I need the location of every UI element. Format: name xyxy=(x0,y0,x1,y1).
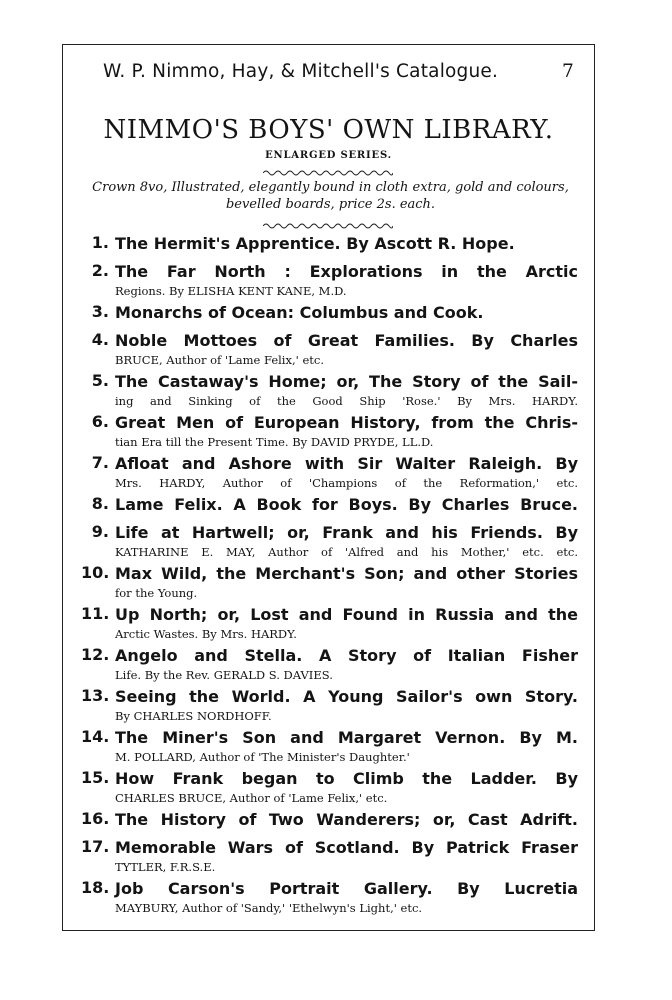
book-entry-13 xyxy=(81,686,578,727)
page-number: 7 xyxy=(562,61,574,82)
book-number: 4. xyxy=(91,330,109,349)
book-author: for the Young. xyxy=(115,586,198,600)
book-author: MAYBURY, Author of 'Sandy,' 'Ethelwyn's Light,' etc. xyxy=(115,901,423,915)
book-entry-5 xyxy=(81,371,578,412)
book-author: M. POLLARD, Author of 'The Minister's Daughter.' xyxy=(115,750,410,764)
book-entry-2 xyxy=(81,261,578,302)
book-author: By CHARLES NORDHOFF. xyxy=(115,709,272,723)
book-entry-6 xyxy=(81,412,578,453)
ornament-squiggle-top xyxy=(263,169,393,177)
book-entry-16 xyxy=(81,809,578,833)
book-entry-1 xyxy=(81,233,578,257)
book-entry-4 xyxy=(81,330,578,371)
book-title: How Frank began to Climb the Ladder. By xyxy=(115,769,578,788)
book-number: 14. xyxy=(81,727,110,746)
book-number: 17. xyxy=(81,837,110,856)
book-title: Job Carson's Portrait Gallery. By Lucretia xyxy=(115,879,578,898)
book-entry-3 xyxy=(81,302,578,326)
book-number: 5. xyxy=(91,371,109,390)
book-title: Monarchs of Ocean: Columbus and Cook. xyxy=(115,303,484,322)
book-title: Up North; or, Lost and Found in Russia and the xyxy=(115,605,578,624)
book-title: The Castaway's Home; or, The Story of the Sail- xyxy=(115,372,578,391)
catalogue-title: W. P. Nimmo, Hay, & Mitchell's Catalogue. xyxy=(103,61,499,82)
book-author: Regions. By ELISHA KENT KANE, M.D. xyxy=(115,284,347,298)
book-title: Max Wild, the Merchant's Son; and other Stories xyxy=(115,564,578,583)
book-number: 7. xyxy=(91,453,109,472)
book-author: Life. By the Rev. GERALD S. DAVIES. xyxy=(115,668,333,682)
library-description xyxy=(81,179,580,213)
book-author: TYTLER, F.R.S.E. xyxy=(115,860,216,874)
book-entry-8 xyxy=(81,494,578,518)
book-author: CHARLES BRUCE, Author of 'Lame Felix,' etc. xyxy=(115,791,388,805)
book-title: Angelo and Stella. A Story of Italian Fisher xyxy=(115,646,578,665)
book-title: Life at Hartwell; or, Frank and his Friends. By xyxy=(115,523,578,542)
book-title: The Far North : Explorations in the Arctic xyxy=(115,262,578,281)
book-title: The History of Two Wanderers; or, Cast Adrift. xyxy=(115,810,578,829)
book-title: Lame Felix. A Book for Boys. By Charles Bruce. xyxy=(115,495,578,514)
ornament-squiggle-bottom xyxy=(263,222,393,230)
book-number: 13. xyxy=(81,686,110,705)
book-number: 18. xyxy=(81,878,110,897)
book-entry-12 xyxy=(81,645,578,686)
book-author: tian Era till the Present Time. By DAVID PRYDE, LL.D. xyxy=(115,435,434,449)
description-line-2: bevelled boards, price 2s. each. xyxy=(225,197,436,212)
book-number: 2. xyxy=(91,261,109,280)
book-entry-18 xyxy=(81,878,578,919)
book-entry-7 xyxy=(81,453,578,494)
catalogue-page-frame xyxy=(62,44,595,931)
book-number: 8. xyxy=(91,494,109,513)
book-title: The Hermit's Apprentice. By Ascott R. Hope. xyxy=(115,234,515,253)
book-entry-17 xyxy=(81,837,578,878)
book-title: Great Men of European History, from the Chris- xyxy=(115,413,578,432)
book-author: KATHARINE E. MAY, Author of 'Alfred and his Mother,' etc. etc. xyxy=(115,545,578,559)
book-number: 6. xyxy=(91,412,109,431)
book-author: ing and Sinking of the Good Ship 'Rose.' By Mrs. HARDY. xyxy=(115,394,578,408)
book-author: BRUCE, Author of 'Lame Felix,' etc. xyxy=(115,353,324,367)
book-list xyxy=(81,233,578,919)
book-number: 12. xyxy=(81,645,110,664)
book-number: 9. xyxy=(91,522,109,541)
book-number: 1. xyxy=(91,233,109,252)
book-title: Memorable Wars of Scotland. By Patrick Fraser xyxy=(115,838,578,857)
library-title: NIMMO'S BOYS' OWN LIBRARY. xyxy=(103,115,554,145)
book-entry-10 xyxy=(81,563,578,604)
book-entry-11 xyxy=(81,604,578,645)
series-subtitle: ENLARGED SERIES. xyxy=(265,150,392,161)
book-title: The Miner's Son and Margaret Vernon. By M. xyxy=(115,728,578,747)
book-number: 15. xyxy=(81,768,110,787)
book-entry-9 xyxy=(81,522,578,563)
book-author: Mrs. HARDY, Author of 'Champions of the Reformation,' etc. xyxy=(115,476,578,490)
book-number: 10. xyxy=(81,563,110,582)
book-number: 11. xyxy=(81,604,110,623)
book-title: Afloat and Ashore with Sir Walter Raleigh. By xyxy=(115,454,578,473)
book-entry-14 xyxy=(81,727,578,768)
book-author: Arctic Wastes. By Mrs. HARDY. xyxy=(115,627,297,641)
description-line-1: Crown 8vo, Illustrated, elegantly bound in cloth extra, gold and colours, xyxy=(92,180,569,195)
book-number: 16. xyxy=(81,809,110,828)
book-title: Seeing the World. A Young Sailor's own Story. xyxy=(115,687,578,706)
book-entry-15 xyxy=(81,768,578,809)
book-title: Noble Mottoes of Great Families. By Charles xyxy=(115,331,578,350)
book-number: 3. xyxy=(91,302,109,321)
